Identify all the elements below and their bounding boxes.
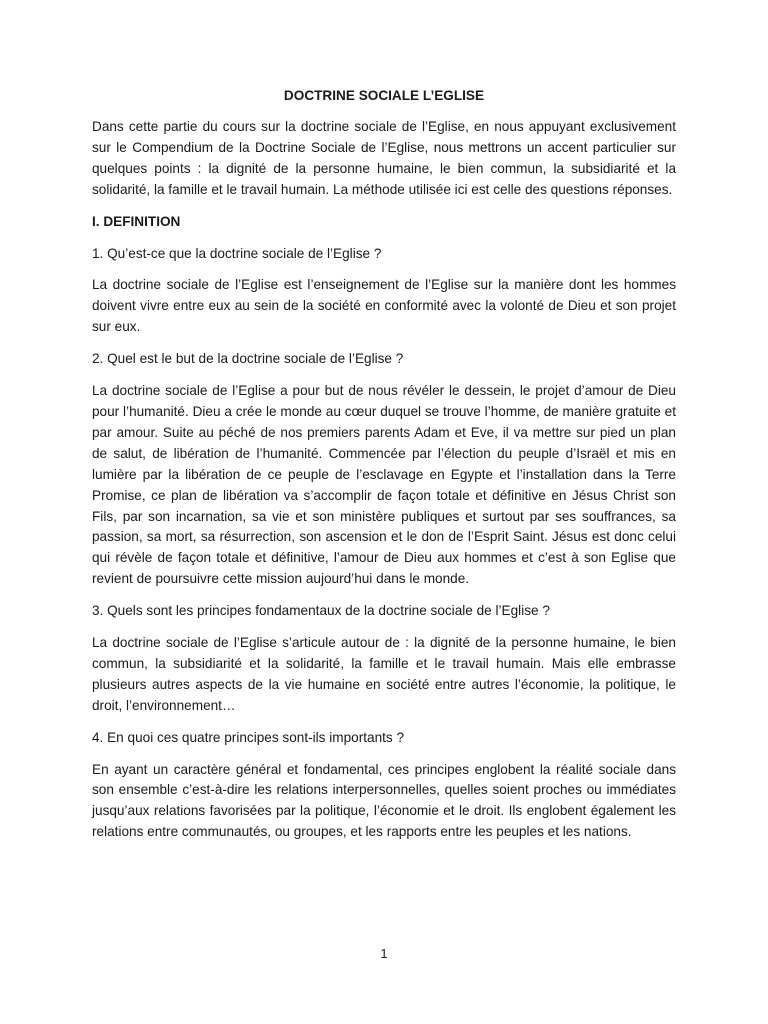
question-4: 4. En quoi ces quatre principes sont-ils importants ? bbox=[92, 729, 405, 745]
answer-4: En ayant un caractère général et fondamental, ces principes englobent la réalité sociale dans son ensemble c’est-à-dire les relations interpersonnelles, quelles soient proches ou immédiates jusqu’aux relations favorisées par la politique, l’économie et le droit. Ils englobent également les relations entre communautés, ou groupes, et les rapports entre les peuples et les nations. bbox=[92, 761, 676, 840]
document-title: DOCTRINE SOCIALE L’EGLISE bbox=[283, 88, 485, 103]
question-3: 3. Quels sont les principes fondamentaux de la doctrine sociale de l’Eglise ? bbox=[92, 603, 550, 619]
section-heading: I. DEFINITION bbox=[92, 213, 181, 229]
answer-3: La doctrine sociale de l’Eglise s’articule autour de : la dignité de la personne humaine, le bien commun, la subsidiarité et la solidarité, la famille et le travail humain. Mais elle embrasse plusieurs autres aspects de la vie humaine en société entre autres l’économie, la politique, le droit, l’environnement… bbox=[92, 635, 676, 713]
question-1: 1. Qu’est-ce que la doctrine sociale de l’Eglise ? bbox=[92, 245, 382, 261]
intro-paragraph: Dans cette partie du cours sur la doctrine sociale de l’Eglise, en nous appuyant exclusivement sur le Compendium de la Doctrine Sociale de l’Eglise, nous mettrons un accent particulier sur quelques points : la dignité de la personne humaine, le bien commun, la subsidiarité et la solidarité, la famille et le travail humain. La méthode utilisée ici est celle des questions réponses. bbox=[92, 119, 676, 197]
page-number: 1 bbox=[380, 946, 388, 961]
question-2: 2. Quel est le but de la doctrine sociale de l’Eglise ? bbox=[92, 351, 404, 367]
answer-1: La doctrine sociale de l’Eglise est l’enseignement de l’Eglise sur la manière dont les hommes doivent vivre entre eux au sein de la société en conformité avec la volonté de Dieu et son projet sur eux. bbox=[92, 277, 676, 335]
answer-2: La doctrine sociale de l’Eglise a pour but de nous révéler le dessein, le projet d’amour de Dieu pour l’humanité. Dieu a crée le monde au cœur duquel se trouve l’homme, de manière gratuite et par amour. Suite au péché de nos premiers parents Adam et Eve, il va mettre sur pied un plan de salut, de libération de l’humanité. Commencée par l’élection du peuple d’Israël et mis en lumière par la libération de ce peuple de l’esclavage en Egypte et l’installation dans la Terre Promise, ce plan de libération va s’accomplir de façon totale et définitive en Jésus Christ son Fils, par son incarnation, sa vie et son ministère publiques et surtout par ses souffrances, sa passion, sa mort, sa résurrection, son ascension et le don de l’Esprit Saint. Jésus est donc celui qui révèle de façon totale et définitive, l’amour de Dieu aux hommes et c’est à son Eglise que revient de poursuivre cette mission aujourd’hui dans le monde. bbox=[92, 383, 676, 587]
